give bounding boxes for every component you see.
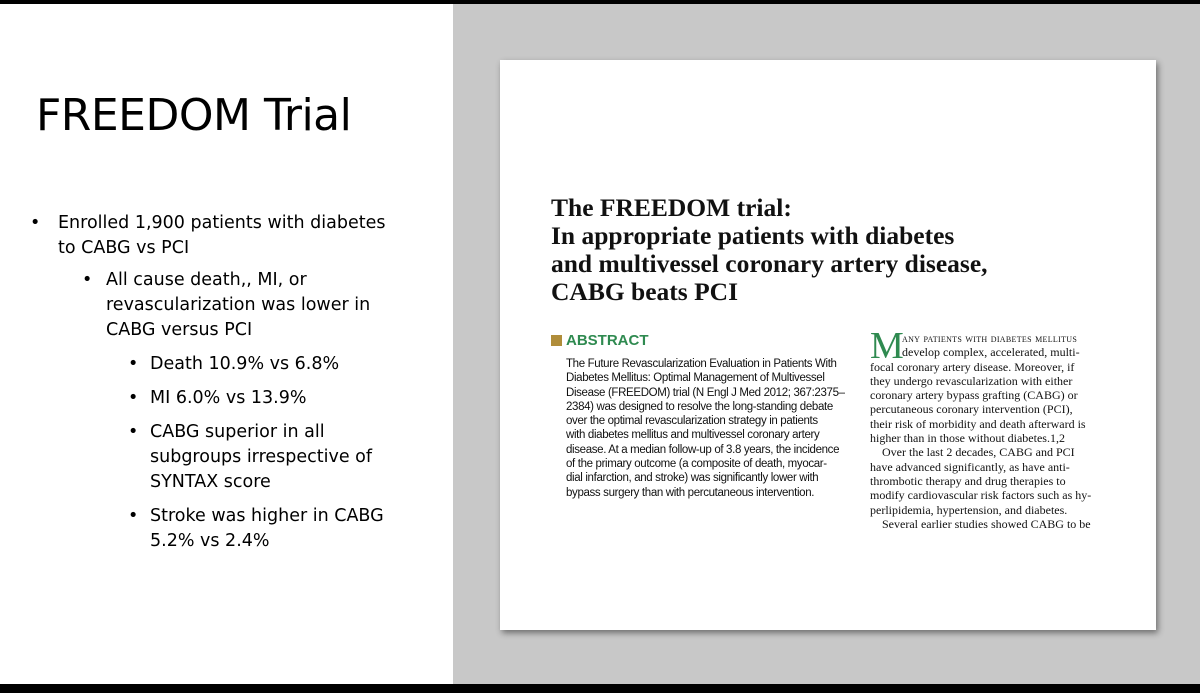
bullet-text-line: Enrolled 1,900 patients with diabetes [58,213,386,233]
bullet-glyph: • [128,388,139,408]
article-title [551,194,1111,306]
article-title-line: In appropriate patients with diabetes [551,221,955,250]
abstract-line: The Future Revascularization Evaluation in Patients With [566,358,837,370]
abstract-line: bypass surgery than with percutaneous intervention. [566,486,815,499]
body-line: develop complex, accelerated, multi- [902,345,1080,360]
slide [0,4,1200,684]
bullet-glyph: • [30,213,41,233]
body-line: modify cardiovascular risk factors such as hy- [870,488,1092,503]
bullet-list [30,211,440,554]
bullet-glyph: • [82,270,93,290]
body-line: thrombotic therapy and drug therapies to [870,473,1066,488]
abstract-line: disease. At a median follow-up of 3.8 years, the incidence [566,443,840,456]
body-line: Over the last 2 decades, CABG and PCI [882,445,1075,460]
body-line: higher than in those without diabetes.1,2 [870,431,1065,446]
abstract-line: Diabetes Mellitus: Optimal Management of Multivessel [566,372,825,385]
article-snippet [500,60,1156,630]
bullet-text-line: MI 6.0% vs 13.9% [150,388,307,408]
abstract-line: 2384) was designed to resolve the long-standing debate [566,400,833,413]
bullet-text-line: All cause death,, MI, or [106,270,307,290]
abstract-line: of the primary outcome (a composite of death, myocar- [566,458,827,471]
sub-sub-bullet-item [30,352,440,377]
body-line: coronary artery bypass grafting (CABG) or [870,388,1078,403]
bullet-text-line: 5.2% vs 2.4% [150,531,270,551]
square-icon [551,335,562,346]
bullet-text-line: CABG superior in all [150,422,325,442]
bullet-item [30,211,440,261]
article-title-line: The FREEDOM trial: [551,193,792,222]
abstract-heading [551,332,649,349]
bullet-text-line: Stroke was higher in CABG [150,506,384,526]
drop-cap: M [870,325,904,367]
sub-sub-bullet-item [30,420,440,495]
bullet-text-line: CABG versus PCI [106,320,253,340]
article-body [870,325,1145,531]
bullet-glyph: • [128,506,139,526]
abstract-line: dial infarction, and stroke) was significantly lower with [566,472,819,485]
bullet-text-line: to CABG vs PCI [58,238,190,258]
body-line: any patients with diabetes mellitus [902,331,1078,345]
sub-sub-bullet-item [30,504,440,554]
body-line: they undergo revascularization with either [870,373,1073,388]
bullet-glyph: • [128,422,139,442]
article-title-line: CABG beats PCI [551,277,739,306]
abstract-text [566,357,848,500]
body-line: have advanced significantly, as have anti- [870,459,1070,474]
bullet-text-line: subgroups irrespective of [150,447,373,467]
body-line: perlipidemia, hypertension, and diabetes. [870,502,1068,517]
bullet-text-line: SYNTAX score [150,472,271,492]
abstract-line: Disease (FREEDOM) trial (N Engl J Med 2012; 367:2375– [566,386,845,399]
body-line: their risk of morbidity and death afterward is [870,416,1086,431]
bullet-text-line: revascularization was lower in [106,295,371,315]
abstract-label: ABSTRACT [566,332,649,349]
body-line: percutaneous coronary intervention (PCI), [870,402,1073,417]
article-title-line: and multivessel coronary artery disease, [551,249,988,278]
abstract-line: with diabetes mellitus and multivessel coronary artery [566,429,820,442]
abstract-line: over the optimal revascularization strategy in patients [566,415,818,428]
bullet-text-line: Death 10.9% vs 6.8% [150,354,340,374]
slide-title: FREEDOM Trial [36,90,352,141]
sub-sub-bullet-item [30,386,440,411]
body-line: focal coronary artery disease. Moreover, if [870,359,1075,374]
bullet-glyph: • [128,354,139,374]
body-line: Several earlier studies showed CABG to be [882,516,1091,531]
sub-bullet-item [30,268,440,343]
